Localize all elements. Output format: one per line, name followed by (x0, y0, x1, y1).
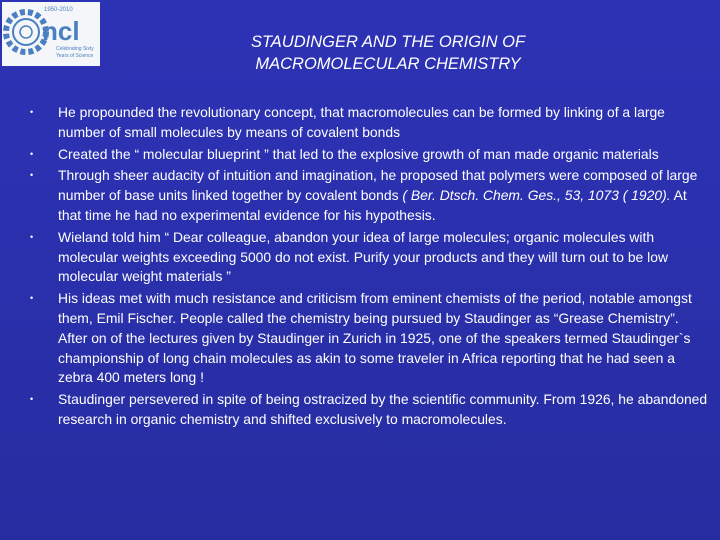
bullet-text: He propounded the revolutionary concept, that macromolecules can be formed by linking of a large number of small molecules by means of covalent bonds (58, 104, 665, 140)
title-line-2: MACROMOLECULAR CHEMISTRY (255, 55, 521, 73)
ncl-logo-graphic (2, 2, 100, 66)
title-line-1: STAUDINGER AND THE ORIGIN OF (250, 33, 526, 51)
bullet-item (18, 390, 708, 430)
ncl-logo (2, 2, 100, 66)
slide-title (110, 31, 666, 75)
bullet-icon: • (30, 170, 34, 181)
logo-tagline-1: Celebrating Sixty (56, 46, 94, 52)
logo-years: 1950-2010 (44, 7, 73, 13)
bullet-text: Staudinger persevered in spite of being ostracized by the scientific community. From 1926, he abandoned research in organic chemistry and shifted exclusively to macromolecules. (58, 391, 708, 427)
bullet-item (18, 103, 708, 143)
bullet-icon: • (30, 293, 34, 304)
bullet-icon: • (30, 107, 34, 117)
bullet-icon: • (30, 231, 34, 242)
bullet-text: Created the “ molecular blueprint ” that led to the explosive growth of man made organic materials (58, 145, 659, 162)
bullet-item (18, 166, 708, 225)
bullet-item (18, 145, 708, 165)
logo-tagline-2: Years of Science (56, 53, 94, 59)
bullet-icon: • (30, 148, 34, 159)
bullet-list (18, 103, 708, 430)
logo-ncl-text: ncl (42, 16, 80, 46)
bullet-text: Wieland told him “ Dear colleague, abandon your idea of large molecules; organic molecules with molecular weights exceeding 5000 do not exist. Purify your products and they will turn out to be low molecular weight materials ” (58, 228, 668, 285)
bullet-text: Through sheer audacity of intuition and imagination, he proposed that polymers were composed of large number of base units linked together by covalent bonds (58, 167, 698, 204)
bullet-icon: • (30, 394, 34, 405)
citation: ( Ber. Dtsch. Chem. Ges., 53, 1073 ( 1920). (402, 187, 671, 204)
bullet-text: His ideas met with much resistance and criticism from eminent chemists of the period, notable amongst them, Emil Fischer. People called the chemistry being pursued by Staudinger as “Grease Chemistry”. After on of the lectures given by Staudinger in Zurich in 1925, one of the speakers termed Staudinger`s championship of long chain molecules as akin to some traveler in Africa reporting that he had seen a zebra 400 meters long ! (58, 290, 692, 386)
bullet-item (18, 228, 708, 287)
bullet-text-continued: At that time he had no experimental evidence for his hypothesis. (58, 187, 687, 223)
bullet-item (18, 289, 708, 388)
